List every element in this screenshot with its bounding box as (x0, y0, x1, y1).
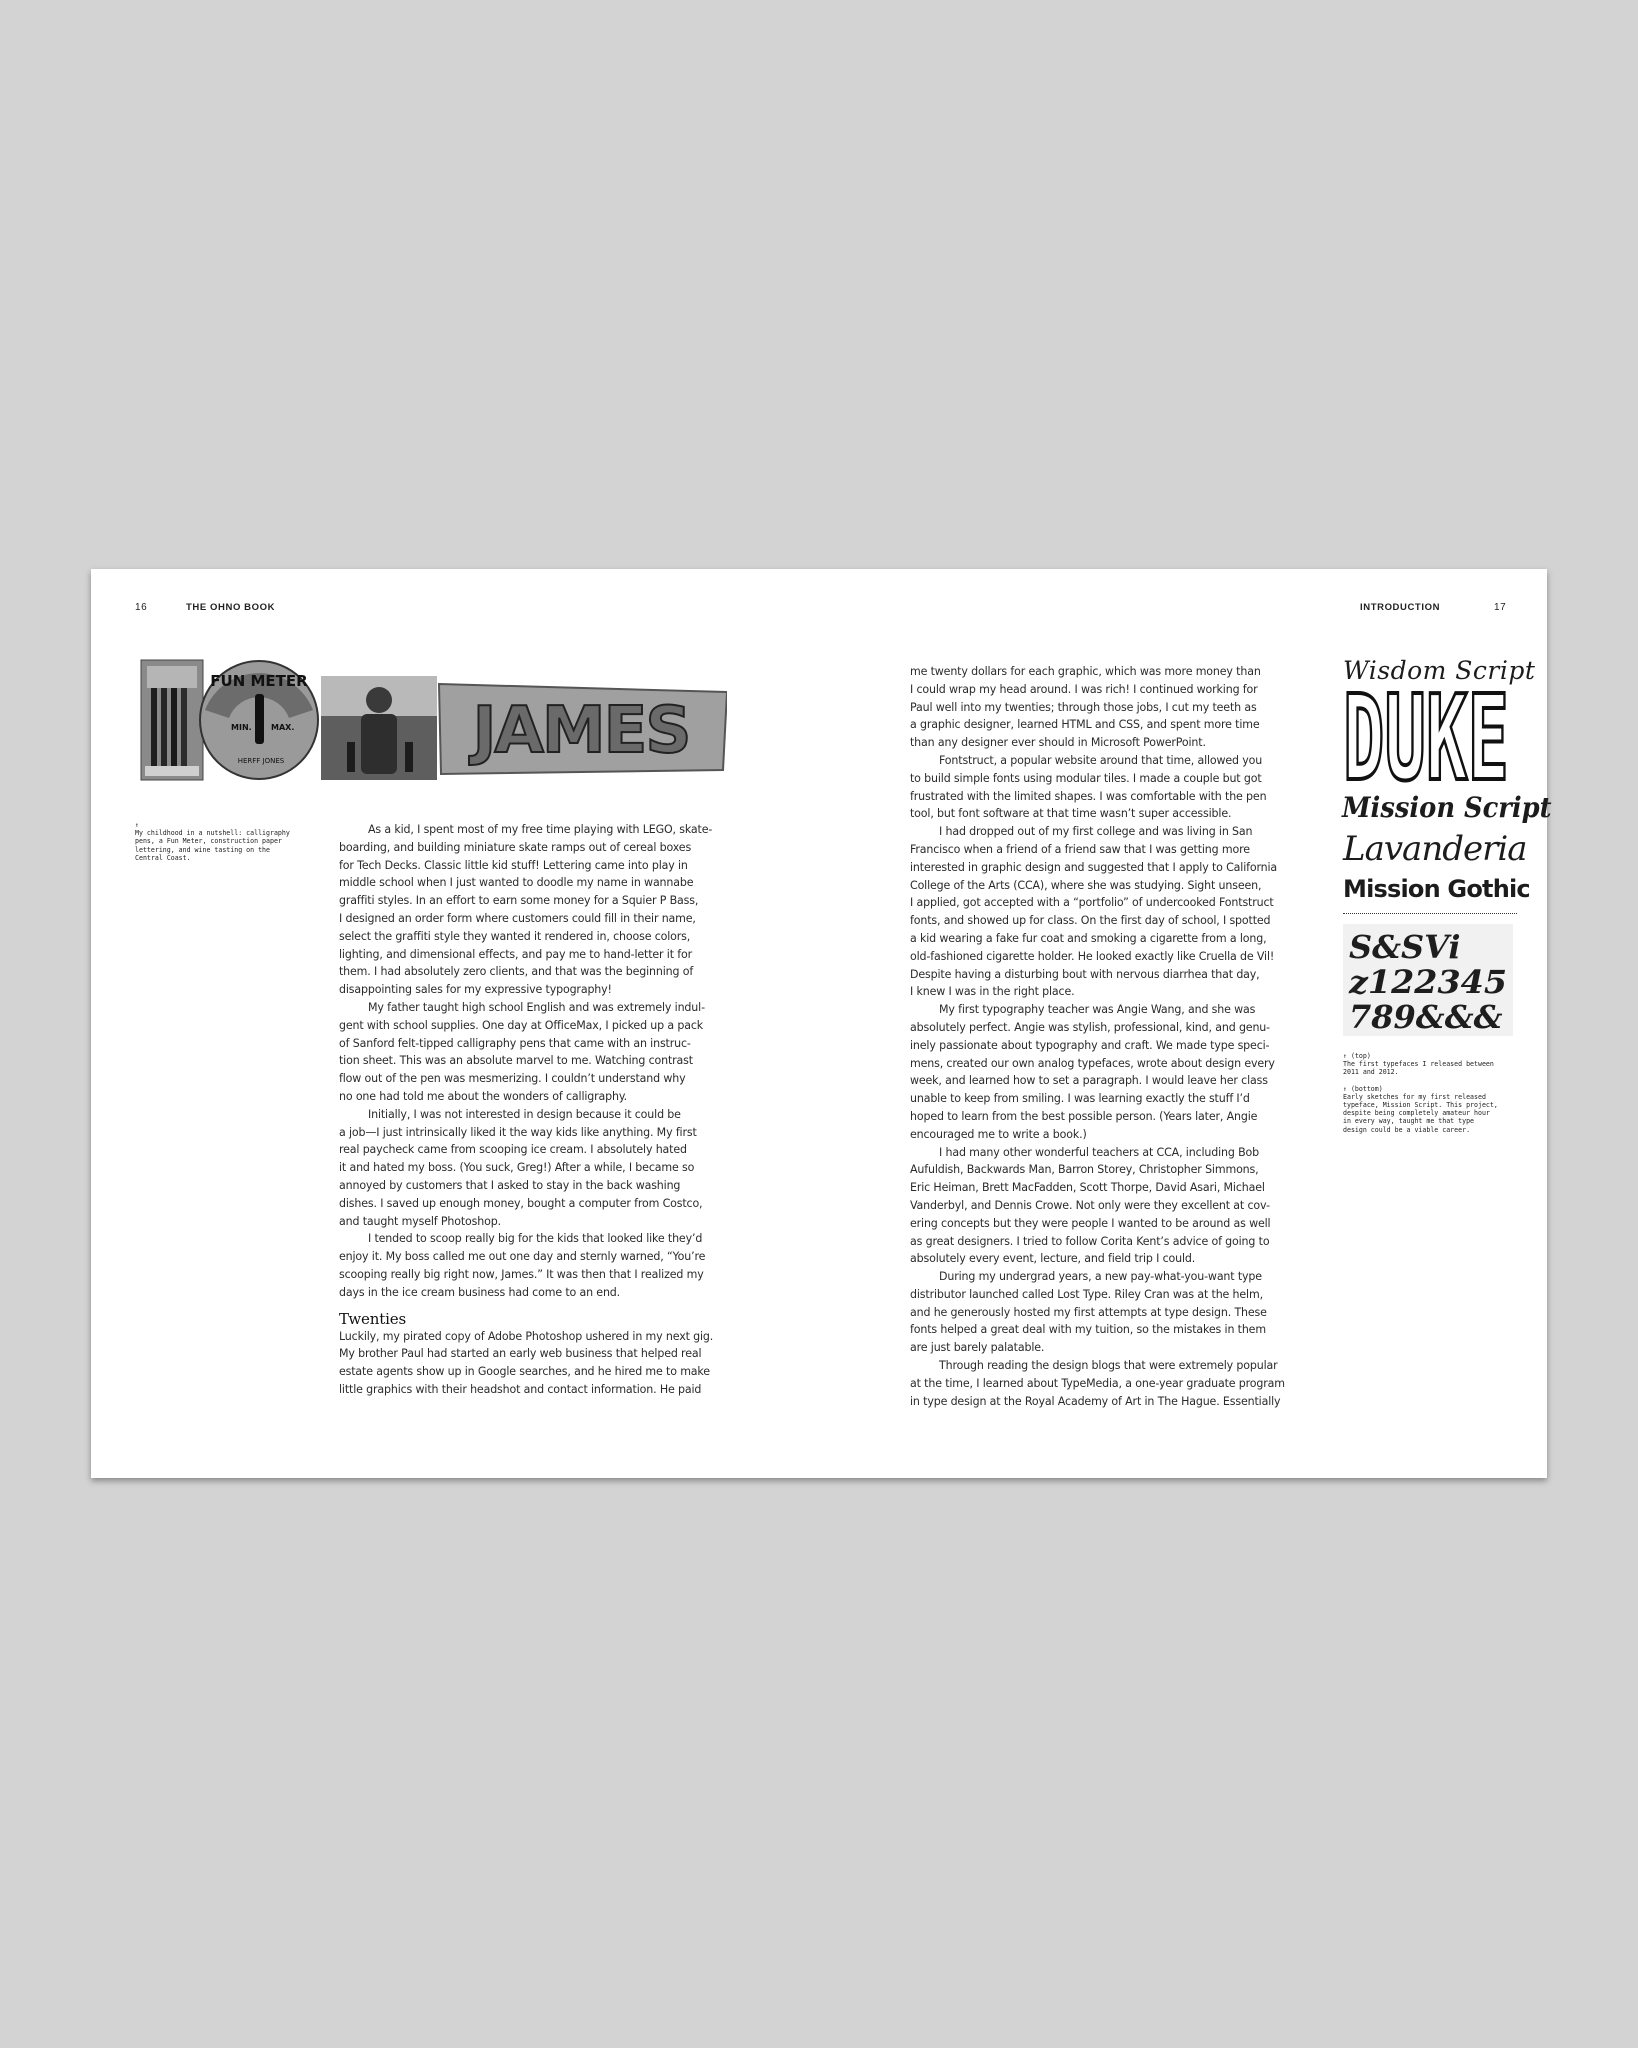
body-text-line: frustrated with the limited shapes. I was comfortable with the pen (910, 789, 1267, 803)
sketch-row: S&SVi (1349, 928, 1461, 966)
body-text-line: I knew I was in the right place. (910, 985, 1075, 999)
body-text-line: ering concepts but they were people I wanted to be around as well (910, 1216, 1271, 1230)
james-lettering: JAMES (472, 694, 690, 768)
body-text-line: a job—I just intrinsically liked it the way kids like anything. My first (339, 1125, 697, 1139)
childhood-photo-strip (139, 658, 727, 781)
specimen-wisdom-script: Wisdom Script (1343, 656, 1536, 685)
body-text-line: absolutely perfect. Angie was stylish, professional, kind, and genu- (910, 1020, 1270, 1034)
mission-script-sketch-image (1343, 924, 1513, 1036)
body-text-line: as great designers. I tried to follow Corita Kent’s advice of going to (910, 1234, 1270, 1248)
body-text-line: gent with school supplies. One day at OfficeMax, I picked up a pack (339, 1018, 704, 1032)
book-spread (91, 569, 1552, 1478)
body-text-line: Through reading the design blogs that were extremely popular (939, 1359, 1278, 1373)
caption-line: lettering, and wine tasting on the (135, 845, 270, 854)
body-text-line: fonts helped a great deal with my tuition, so the mistakes in them (910, 1323, 1266, 1337)
left-caption (135, 821, 290, 862)
caption-marker: ↑ (135, 821, 139, 829)
caption-marker: ↑ (bottom) (1343, 1084, 1383, 1093)
body-text-line: select the graffiti style they wanted it rendered in, choose colors, (339, 929, 691, 943)
body-text-line: Vanderbyl, and Dennis Crowe. Not only were they excellent at cov- (910, 1198, 1270, 1212)
body-text-line: hoped to learn from the best possible person. (Years later, Angie (910, 1109, 1258, 1123)
body-text-line: it and hated my boss. (You suck, Greg!) After a while, I became so (339, 1161, 695, 1175)
body-text-line: boarding, and building miniature skate ramps out of cereal boxes (339, 840, 692, 854)
calligraphy-pens-image (141, 660, 203, 780)
caption-line: Central Coast. (135, 853, 191, 862)
body-text-line: week, and learned how to set a paragraph. I would leave her class (910, 1074, 1268, 1088)
caption-marker: ↑ (top) (1343, 1052, 1371, 1060)
body-text-line: I tended to scoop really big for the kids that looked like they’d (368, 1232, 703, 1246)
section-heading-twenties: Twenties (339, 1309, 407, 1328)
body-text-line: I had many other wonderful teachers at CCA, including Bob (939, 1145, 1260, 1159)
james-lettering-image (439, 684, 727, 774)
body-text-line: Luckily, my pirated copy of Adobe Photoshop ushered in my next gig. (339, 1329, 714, 1343)
left-body-paragraphs (339, 821, 739, 1302)
body-text-line: real paycheck came from scooping ice cream. I absolutely hated (339, 1143, 687, 1157)
body-text-line: annoyed by customers that I asked to stay in the back washing (339, 1178, 681, 1192)
body-text-line: them. I had absolutely zero clients, and that was the beginning of (339, 965, 694, 979)
fun-meter-label: FUN METER (210, 672, 308, 690)
body-text-line: I designed an order form where customers could fill in their name, (339, 911, 696, 925)
body-text-line: old-fashioned cigarette holder. He looked exactly like Cruella de Vil! (910, 949, 1275, 963)
body-text-line: College of the Arts (CCA), where she was studying. Sight unseen, (910, 878, 1262, 892)
fun-meter-brand: HERFF JONES (237, 757, 285, 765)
fun-meter-button-image (200, 661, 318, 779)
body-text-line: interested in graphic design and suggested that I apply to California (910, 860, 1278, 874)
caption-line: The first typefaces I released between (1343, 1060, 1494, 1069)
body-text-line: tion sheet. This was an absolute marvel to me. Watching contrast (339, 1054, 693, 1068)
caption-line: My childhood in a nutshell: calligraphy (135, 829, 290, 838)
specimen-lavanderia: Lavanderia (1343, 829, 1527, 869)
left-running-head: THE OHNO BOOK (186, 602, 276, 613)
sketch-row: 789&&& (1349, 998, 1503, 1036)
body-text-line: lighting, and dimensional effects, and pay me to hand-letter it for (339, 947, 693, 961)
fun-meter-min: MIN. (231, 723, 252, 732)
right-running-head: INTRODUCTION (1360, 602, 1441, 613)
caption-line: despite being completely amateur hour (1343, 1109, 1490, 1118)
body-text-line: of Sanford felt-tipped calligraphy pens that came with an instruc- (339, 1036, 691, 1050)
body-text-line: unable to keep from smiling. I was learning exactly the stuff I’d (910, 1092, 1250, 1106)
body-text-line: Francisco when a friend of a friend saw that I was getting more (910, 842, 1250, 856)
caption-line: 2011 and 2012. (1343, 1068, 1399, 1077)
body-text-line: are just barely palatable. (910, 1341, 1045, 1355)
body-text-line: scooping really big right now, James.” It was then that I realized my (339, 1267, 704, 1281)
body-text-line: little graphics with their headshot and contact information. He paid (339, 1382, 702, 1396)
caption-line: pens, a Fun Meter, construction paper (135, 837, 282, 846)
body-text-line: tool, but font software at that time wasn’t super accessible. (910, 807, 1232, 821)
body-text-line: distributor launched called Lost Type. Riley Cran was at the helm, (910, 1287, 1263, 1301)
specimen-duke (1331, 687, 1521, 789)
specimen-caption-bottom (1343, 1085, 1521, 1134)
caption-line: Early sketches for my first released (1343, 1092, 1486, 1101)
body-text-line: graffiti styles. In an effort to earn some money for a Squier P Bass, (339, 894, 699, 908)
body-text-line: I applied, got accepted with a “portfolio” of undercooked Fontstruct (910, 896, 1274, 910)
left-folio: 16 (135, 602, 148, 613)
typeface-specimen (1331, 655, 1552, 1134)
fun-meter-max: MAX. (271, 723, 295, 732)
body-text-line: in type design at the Royal Academy of Art in The Hague. Essentially (910, 1394, 1281, 1408)
body-text-line: no one had told me about the wonders of calligraphy. (339, 1089, 628, 1103)
body-text-line: disappointing sales for my expressive typography! (339, 983, 612, 997)
body-text-line: I could wrap my head around. I was rich! I continued working for (910, 682, 1258, 696)
specimen-mission-script: Mission Script (1342, 791, 1552, 824)
body-text-line: Eric Heiman, Brett MacFadden, Scott Thorpe, David Asari, Michael (910, 1181, 1265, 1195)
specimen-mission-gothic: Mission Gothic (1343, 875, 1530, 903)
body-text-line: for Tech Decks. Classic little kid stuff! Lettering came into play in (339, 858, 688, 872)
body-text-line: mens, created our own analog typefaces, wrote about design every (910, 1056, 1275, 1070)
body-text-line: fonts, and showed up for class. On the first day of school, I spotted (910, 914, 1271, 928)
body-text-line: at the time, I learned about TypeMedia, a one-year graduate program (910, 1376, 1285, 1390)
body-text-line: Initially, I was not interested in design because it could be (368, 1107, 681, 1121)
left-body-text (339, 821, 739, 1399)
caption-line: in every way, taught me that type (1343, 1117, 1475, 1126)
body-text-line: encouraged me to write a book.) (910, 1127, 1087, 1141)
body-text-line: dishes. I saved up enough money, bought a computer from Costco, (339, 1196, 703, 1210)
body-text-line: Fontstruct, a popular website around that time, allowed you (939, 753, 1263, 767)
caption-line: typeface, Mission Script. This project, (1343, 1101, 1498, 1110)
caption-line: design could be a viable career. (1343, 1125, 1471, 1134)
body-text-line: inely passionate about typography and craft. We made type speci- (910, 1038, 1270, 1052)
body-text-line: My first typography teacher was Angie Wang, and she was (939, 1003, 1256, 1017)
right-folio: 17 (1494, 602, 1507, 613)
body-text-line: During my undergrad years, a new pay-what-you-want type (939, 1270, 1262, 1284)
sketch-row: z122345 (1347, 963, 1507, 1001)
body-text-line: middle school when I just wanted to doodle my name in wannabe (339, 876, 694, 890)
body-text-line: a graphic designer, learned HTML and CSS, and spent more time (910, 718, 1260, 732)
body-text-line: flow out of the pen was mesmerizing. I couldn’t understand why (339, 1072, 686, 1086)
body-text-line: My brother Paul had started an early web business that helped real (339, 1347, 702, 1361)
body-text-line: Despite having a disturbing bout with nervous diarrhea that day, (910, 967, 1260, 981)
body-text-line: days in the ice cream business had come to an end. (339, 1285, 621, 1299)
body-text-line: me twenty dollars for each graphic, which was more money than (910, 665, 1261, 678)
body-text-line: and he generously hosted my first attempts at type design. These (910, 1305, 1267, 1319)
body-text-line: a kid wearing a fake fur coat and smoking a cigarette from a long, (910, 931, 1267, 945)
body-text-line: Paul well into my twenties; through those jobs, I cut my teeth as (910, 700, 1257, 714)
wine-tasting-photo (321, 676, 437, 780)
body-text-line: estate agents show up in Google searches, and he hired me to make (339, 1365, 710, 1379)
body-text-line: to build simple fonts using modular tiles. I made a couple but got (910, 771, 1262, 785)
body-text-line: and taught myself Photoshop. (339, 1214, 501, 1228)
right-body-paragraphs (910, 663, 1310, 1410)
specimen-caption-top (1343, 1052, 1521, 1077)
body-text-line: As a kid, I spent most of my free time playing with LEGO, skate- (368, 823, 713, 836)
left-body-paragraphs-2 (339, 1328, 739, 1399)
right-body-text (910, 663, 1310, 1410)
body-text-line: My father taught high school English and was extremely indul- (368, 1000, 705, 1014)
body-text-line: enjoy it. My boss called me out one day and sternly warned, “You’re (339, 1250, 706, 1264)
body-text-line: absolutely every event, lecture, and field trip I could. (910, 1252, 1196, 1266)
body-text-line: I had dropped out of my first college and was living in San (939, 825, 1253, 839)
duke-word: DUKE (1343, 687, 1509, 787)
body-text-line: Aufuldish, Backwards Man, Barron Storey, Christopher Simmons, (910, 1163, 1259, 1177)
specimen-divider (1343, 913, 1517, 914)
body-text-line: than any designer ever should in Microsoft PowerPoint. (910, 736, 1206, 750)
